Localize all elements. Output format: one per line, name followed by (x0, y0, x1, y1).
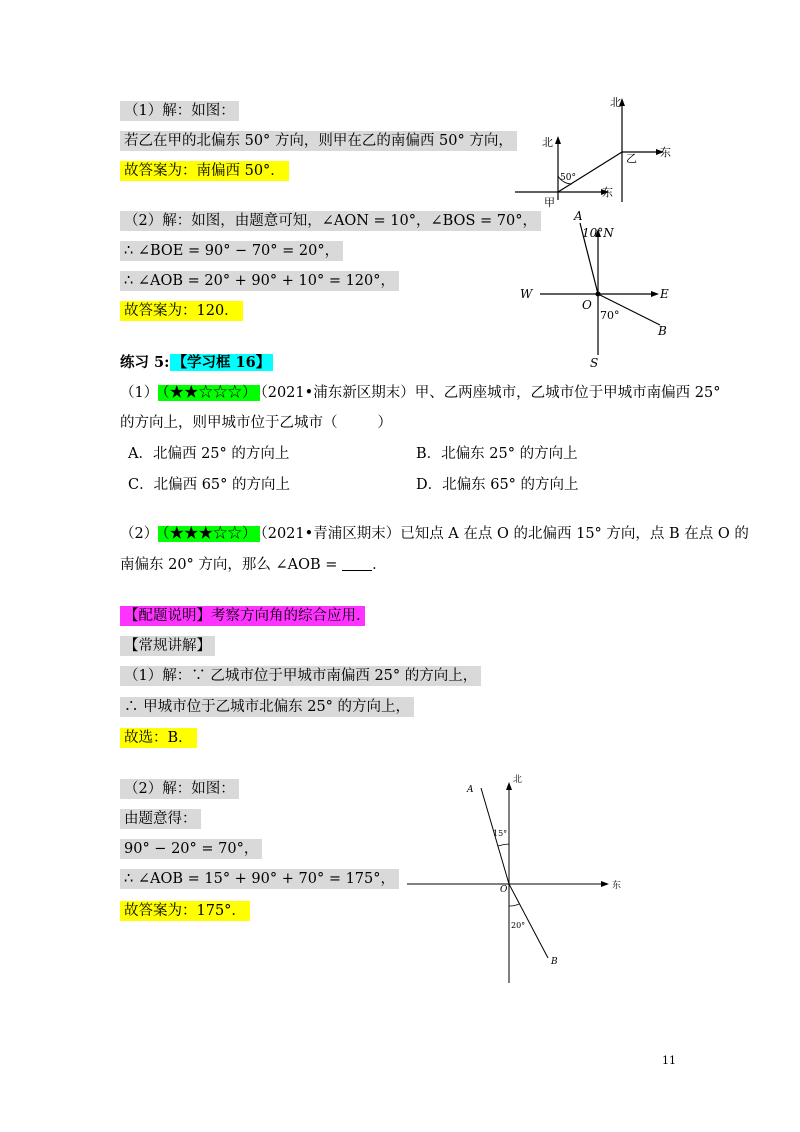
figure-1 (510, 92, 680, 212)
q2-line1: （2） （★★★☆☆） （2021•青浦区期末）已知点 A 在点 O 的北偏西 15° 方向，点 B 在点 O 的 (120, 526, 749, 542)
fig1-yi-label: 乙 (626, 152, 637, 165)
s2-answer: 故答案为：175°． (120, 900, 250, 922)
part2-answer: 故答案为：120． (120, 300, 243, 322)
explain-heading: 【常规讲解】 (120, 635, 215, 657)
fig2-label-b: B (658, 324, 667, 338)
option-b: B．北偏东 25° 的方向上 (416, 446, 578, 462)
fig1-east-label-2: 东 (660, 146, 671, 159)
q2-line2: 南偏东 20° 方向，那么 ∠AOB = ． (120, 557, 387, 573)
option-c: C．北偏西 65° 的方向上 (128, 477, 291, 493)
fig1-angle-label: 50° (560, 173, 576, 183)
s2-line1: （2）解：如图： (120, 778, 239, 800)
option-d: D．北偏东 65° 的方向上 (416, 477, 579, 493)
fig3-label-b: B (551, 957, 558, 967)
s1-line2: ∴ 甲城市位于乙城市北偏东 25° 的方向上， (120, 696, 414, 718)
figure-3 (405, 768, 635, 988)
s2-line4: ∴ ∠AOB = 15° + 90° + 70° = 175°， (120, 868, 399, 890)
q1-line2: 的方向上，则甲城市位于乙城市（ ） (120, 415, 392, 431)
fig1-north-label-1: 北 (542, 136, 553, 149)
fig1-jia-label: 甲 (544, 196, 555, 209)
exercise-tag: 【学习框 16】 (170, 354, 274, 371)
fig2-label-n: 10°N (582, 226, 614, 240)
fig2-angle-label: 70° (600, 309, 620, 322)
fig1-east-label-1: 东 (602, 186, 613, 199)
answer-blank (342, 556, 372, 571)
fig3-label-a: A (467, 785, 474, 795)
s1-answer: 故选：B． (120, 727, 197, 749)
fig2-label-e: E (660, 287, 669, 301)
fig2-label-s: S (590, 356, 599, 370)
s2-line3: 90° − 20° = 70°， (120, 838, 262, 860)
figure-2 (510, 205, 690, 375)
part2-line3: ∴ ∠AOB = 20° + 90° + 10° = 120°， (120, 270, 399, 292)
fig2-label-a: A (574, 209, 583, 223)
part1-answer: 故答案为：南偏西 50°． (120, 160, 289, 182)
fig1-north-label-2: 北 (610, 96, 621, 109)
option-a: A．北偏西 25° 的方向上 (128, 446, 290, 462)
part1-line1: （1）解：如图： (120, 100, 239, 122)
fig2-label-w: W (520, 287, 533, 301)
q1-stars: （★★☆☆☆） (158, 385, 260, 401)
part2-line2: ∴ ∠BOE = 90° − 70° = 20°， (120, 240, 343, 262)
s2-line2: 由题意得： (120, 808, 201, 830)
fig3-north-label: 北 (513, 775, 523, 785)
q2-stars: （★★★☆☆） (158, 526, 260, 542)
part2-line1: （2）解：如图，由题意可知，∠AON = 10°，∠BOS = 70°， (120, 210, 541, 232)
fig3-angle-15: 15° (493, 829, 508, 838)
fig3-east-label: 东 (612, 881, 622, 891)
explain-note: 【配题说明】考察方向角的综合应用. (120, 605, 365, 627)
q1-line1: （1） （★★☆☆☆） （2021•浦东新区期末）甲、乙两座城市，乙城市位于甲城市南偏西 25° (120, 385, 721, 401)
fig3-angle-20: 20° (511, 921, 526, 930)
page-number: 11 (662, 1054, 676, 1067)
fig3-label-o: O (500, 885, 508, 895)
part1-line2: 若乙在甲的北偏东 50° 方向，则甲在乙的南偏西 50° 方向， (120, 130, 517, 152)
exercise-heading: 练习 5: 【学习框 16】 (120, 352, 273, 374)
s1-line1: （1）解：∵ 乙城市位于甲城市南偏西 25° 的方向上， (120, 665, 481, 687)
fig2-label-o: O (582, 298, 592, 312)
